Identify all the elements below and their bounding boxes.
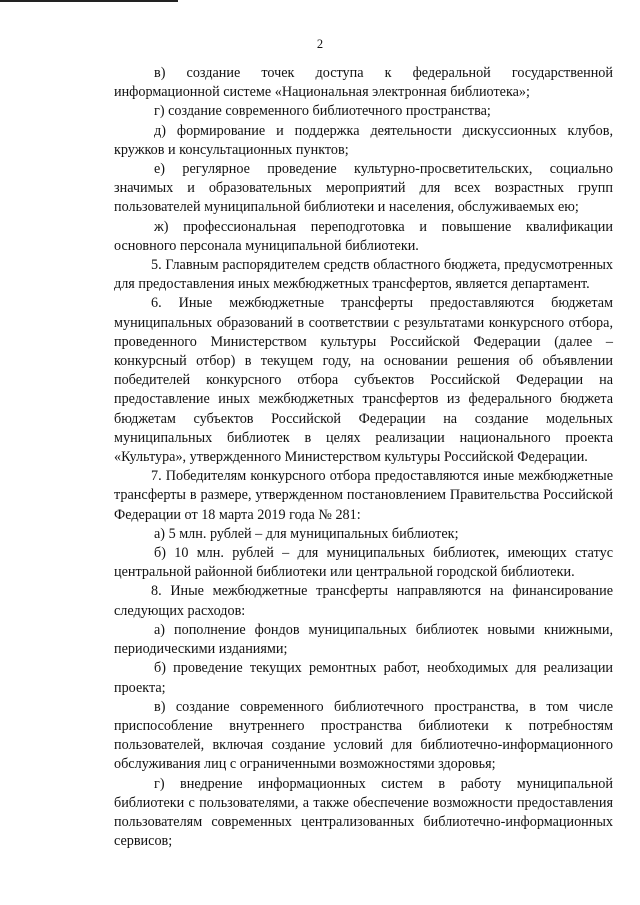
paragraph-clause-7: 7. Победителям конкурсного отбора предоставляются иные межбюджетные трансферты в размере, утвержденном постановлением Правительства Российской Федерации от 18 марта 2019 года № 281: bbox=[114, 468, 613, 523]
top-border-line bbox=[0, 0, 178, 2]
paragraph-clause-6: 6. Иные межбюджетные трансферты предоставляются бюджетам муниципальных образований в соответствии с результатами конкурсного отбора, проведенного Министерством культуры Российской Федерации (далее – конкурсный отбор) в текущем году, на основании решения об объявлении победителей конкурсного отбора субъектов Российской Федерации на предоставление иных межбюджетных трансфертов из федерального бюджета бюджетам субъектов Российской Федерации на создание модельных муниципальных библиотек в целях реализации национального проекта «Культура», утвержденного Министерством культуры Российской Федерации. bbox=[114, 295, 613, 466]
document-body bbox=[114, 64, 613, 851]
paragraph-item-e: е) регулярное проведение культурно-просветительских, социально значимых и образовательных мероприятий для всех возрастных групп пользователей муниципальной библиотеки и населения, обслуживаемых ею; bbox=[114, 161, 613, 216]
paragraph-clause-5: 5. Главным распорядителем средств областного бюджета, предусмотренных для предоставления иных межбюджетных трансфертов, является департамент. bbox=[114, 257, 613, 293]
paragraph-item-zh: ж) профессиональная переподготовка и повышение квалификации основного персонала муниципальной библиотеки. bbox=[114, 218, 613, 254]
paragraph-clause-8-item-a: а) пополнение фондов муниципальных библиотек новыми книжными, периодическими изданиями; bbox=[114, 621, 613, 658]
paragraph-clause-8: 8. Иные межбюджетные трансферты направляются на финансирование следующих расходов: bbox=[114, 583, 613, 619]
paragraph-item-d: д) формирование и поддержка деятельности дискуссионных клубов, кружков и консультационных пунктов; bbox=[114, 122, 613, 158]
paragraph-item-g: г) создание современного библиотечного пространства; bbox=[154, 103, 491, 120]
paragraph-clause-7-item-b: б) 10 млн. рублей – для муниципальных библиотек, имеющих статус центральной районной библиотеки или центральной городской библиотеки. bbox=[114, 545, 613, 581]
paragraph-item-v: в) создание точек доступа к федеральной государственной информационной системе «Национальная электронная библиотека»; bbox=[114, 65, 613, 101]
paragraph-clause-8-item-g: г) внедрение информационных систем в работу муниципальной библиотеки с пользователями, а также обеспечение возможности предоставления пользователям современных централизованных библиотечно-информационных сервисов; bbox=[114, 775, 613, 850]
paragraph-clause-8-item-v: в) создание современного библиотечного пространства, в том числе приспособление внутреннего пространства библиотеки к потребностям пользователей, включая создание условий для библиотечно-информационного обслуживания лиц с ограниченными возможностями здоровья; bbox=[114, 698, 613, 773]
page-number: 2 bbox=[316, 37, 324, 51]
paragraph-clause-7-item-a: а) 5 млн. рублей – для муниципальных библиотек; bbox=[154, 525, 459, 542]
paragraph-clause-8-item-b: б) проведение текущих ремонтных работ, необходимых для реализации проекта; bbox=[114, 660, 613, 696]
